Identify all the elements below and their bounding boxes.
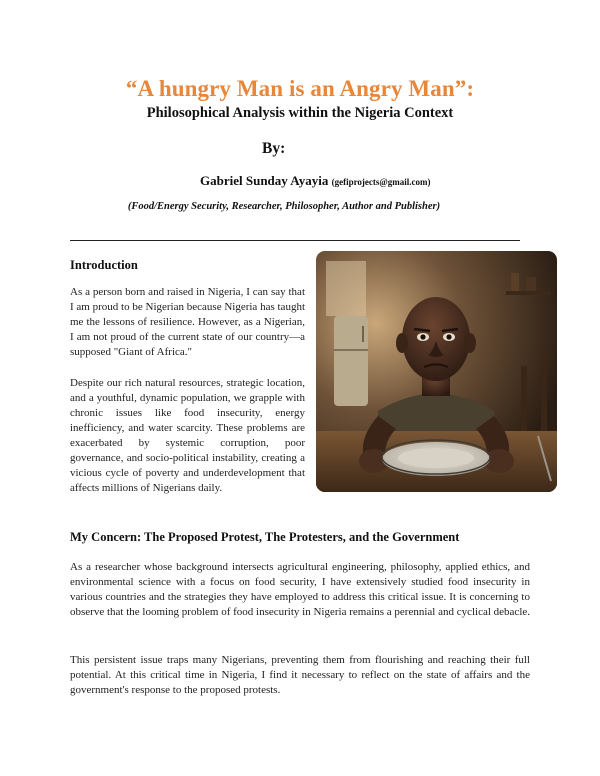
introduction-paragraph-2: Despite our rich natural resources, strategic location, and a youthful, dynamic population, we grapple with chronic issues like food insecurity, energy inefficiency, and water scarcity. These problems are exacerbated by systemic corruption, poor governance, and socio-political instability, creating a vicious cycle of poverty and underdevelopment that affects millions of Nigerians daily. bbox=[70, 377, 305, 494]
author-roles: (Food/Energy Security, Researcher, Philosopher, Author and Publisher) bbox=[127, 201, 441, 212]
header-divider bbox=[70, 240, 520, 241]
introduction-paragraph-1: As a person born and raised in Nigeria, I can say that I am proud to be Nigerian because Nigeria has taught me the lessons of resilience. However, as a Nigerian, I am not proud of the current state of our country—a supposed "Giant of Africa." bbox=[70, 286, 305, 358]
document-subtitle: Philosophical Analysis within the Nigeria Context bbox=[146, 105, 454, 121]
concern-heading: My Concern: The Proposed Protest, The Protesters, and the Government bbox=[70, 530, 460, 544]
author-name: Gabriel Sunday Ayayia bbox=[200, 173, 329, 188]
concern-paragraph-2: This persistent issue traps many Nigerians, preventing them from flourishing and reaching their full potential. At this critical time in Nigeria, I find it necessary to reflect on the state of affairs and the government's response to the proposed protests. bbox=[70, 654, 530, 696]
concern-paragraph-1: As a researcher whose background intersects agricultural engineering, philosophy, applied ethics, and environmental science with a focus on food security, I have extensively studied food insecurity in various countries and the strategies they have employed to address this critical issue. It is concerning to observe that the looming problem of food insecurity in Nigeria remains a perennial and cyclical debacle. bbox=[70, 561, 531, 618]
author-line bbox=[200, 173, 431, 189]
photo-man-with-empty-plate bbox=[316, 251, 557, 492]
author-email: (gefiprojects@gmail.com) bbox=[331, 177, 431, 187]
by-label: By: bbox=[262, 140, 286, 157]
introduction-heading: Introduction bbox=[70, 258, 138, 272]
document-title: “A hungry Man is an Angry Man”: bbox=[125, 76, 475, 101]
